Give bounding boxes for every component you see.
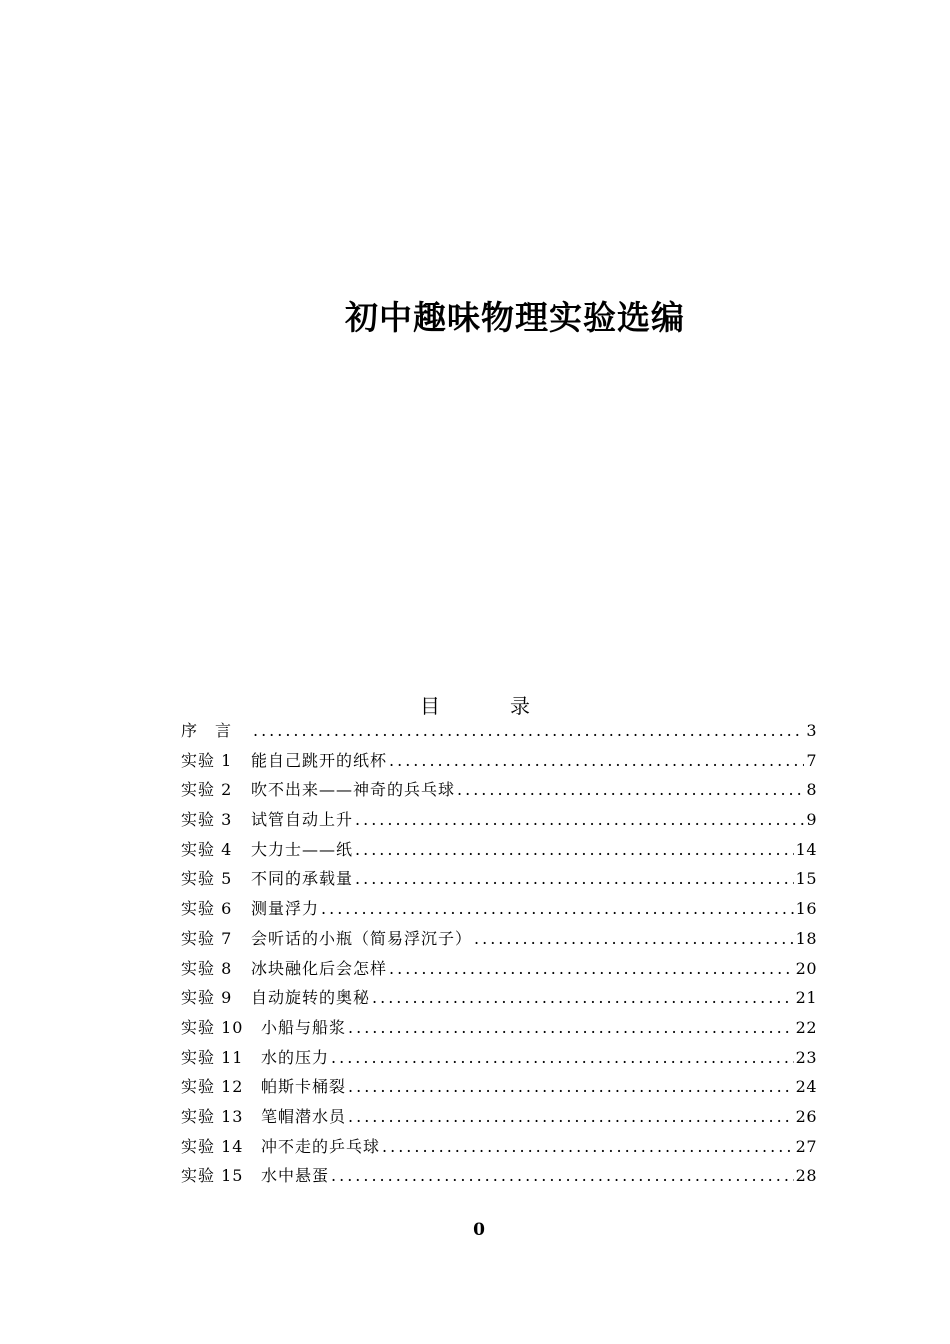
toc-entry-number: 实验 11 [181, 1047, 244, 1067]
toc-heading-char-1: 目 [420, 694, 440, 718]
toc-entry-4[interactable] [181, 835, 817, 865]
table-of-contents [181, 716, 817, 1191]
toc-entry-11[interactable] [181, 1043, 817, 1073]
toc-entry-title: 冲不走的乒乓球 [261, 1136, 381, 1156]
toc-entry-title: 笔帽潜水员 [261, 1106, 347, 1126]
toc-leader-dots [331, 1161, 794, 1191]
toc-entry-number: 实验 4 [181, 839, 233, 859]
toc-entry-number: 实验 7 [181, 928, 233, 948]
toc-entry-page: 18 [795, 928, 817, 948]
toc-entry-number: 实验 1 [181, 750, 233, 770]
toc-entry-page: 21 [795, 988, 817, 1008]
toc-entry-15[interactable] [181, 1161, 817, 1191]
toc-entry-1[interactable] [181, 746, 817, 776]
toc-entry-page: 9 [806, 810, 817, 830]
toc-leader-dots [348, 1013, 794, 1043]
toc-leader-dots [474, 924, 794, 954]
toc-entry-7[interactable] [181, 924, 817, 954]
toc-entry-title: 水的压力 [261, 1047, 330, 1067]
toc-entry-14[interactable] [181, 1132, 817, 1162]
toc-entry-title: 试管自动上升 [251, 810, 354, 830]
toc-entry-3[interactable] [181, 805, 817, 835]
toc-leader-dots [331, 1043, 794, 1073]
toc-entry-page: 28 [795, 1166, 817, 1186]
toc-entry-page: 23 [795, 1047, 817, 1067]
toc-leader-dots [389, 954, 794, 984]
toc-entry-title: 帕斯卡桶裂 [261, 1077, 347, 1097]
toc-entry-number: 实验 8 [181, 958, 233, 978]
toc-entry-number: 实验 5 [181, 869, 233, 889]
toc-entry-page: 24 [795, 1077, 817, 1097]
toc-entry-5[interactable] [181, 864, 817, 894]
toc-entry-2[interactable] [181, 775, 817, 805]
toc-entry-number: 实验 10 [181, 1017, 244, 1037]
toc-leader-dots [355, 835, 794, 865]
toc-leader-dots [355, 805, 804, 835]
toc-entry-number: 实验 2 [181, 780, 233, 800]
toc-entry-page: 8 [806, 780, 817, 800]
toc-entry-title: 小船与船浆 [261, 1017, 347, 1037]
toc-entry-title: 水中悬蛋 [261, 1166, 330, 1186]
toc-entry-title: 测量浮力 [251, 899, 320, 919]
toc-entry-page: 15 [795, 869, 817, 889]
toc-entry-title: 自动旋转的奥秘 [251, 988, 371, 1008]
toc-leader-dots [321, 894, 794, 924]
toc-entry-page: 7 [806, 750, 817, 770]
toc-entry-title: 能自己跳开的纸杯 [251, 750, 388, 770]
toc-entry-page: 22 [795, 1017, 817, 1037]
toc-entry-title: 大力士——纸 [251, 839, 354, 859]
toc-leader-dots [253, 716, 804, 746]
toc-entry-10[interactable] [181, 1013, 817, 1043]
toc-entry-number: 实验 6 [181, 899, 233, 919]
toc-entry-number: 实验 12 [181, 1077, 244, 1097]
toc-entry-title: 不同的承载量 [251, 869, 354, 889]
toc-entry-page: 3 [806, 721, 817, 740]
toc-entry-page: 20 [795, 958, 817, 978]
toc-entry-number: 实验 9 [181, 988, 233, 1008]
toc-heading [0, 690, 950, 719]
toc-entry-number: 实验 3 [181, 810, 233, 830]
toc-entry-title: 会听话的小瓶（简易浮沉子） [251, 928, 473, 948]
toc-entry-13[interactable] [181, 1102, 817, 1132]
toc-entry-title: 吹不出来——神奇的兵乓球 [251, 780, 456, 800]
toc-entry-title: 冰块融化后会怎样 [251, 958, 388, 978]
toc-entry-page: 26 [795, 1106, 817, 1126]
toc-entry-6[interactable] [181, 894, 817, 924]
toc-entry-page: 16 [795, 899, 817, 919]
toc-entry-number: 实验 15 [181, 1166, 244, 1186]
toc-leader-dots [372, 983, 794, 1013]
toc-entry-number: 序 言 [181, 721, 233, 740]
toc-entry-page: 14 [795, 839, 817, 859]
toc-entry-8[interactable] [181, 954, 817, 984]
toc-entry-9[interactable] [181, 983, 817, 1013]
toc-heading-char-2: 录 [510, 694, 530, 718]
toc-entry-12[interactable] [181, 1072, 817, 1102]
toc-leader-dots [457, 775, 804, 805]
toc-entry-page: 27 [795, 1136, 817, 1156]
toc-entry-preface[interactable] [181, 716, 817, 746]
toc-leader-dots [389, 746, 804, 776]
page-number: 0 [473, 1220, 485, 1240]
toc-leader-dots [382, 1132, 794, 1162]
toc-leader-dots [355, 864, 794, 894]
toc-leader-dots [348, 1102, 794, 1132]
toc-entry-number: 实验 13 [181, 1106, 244, 1126]
toc-entry-number: 实验 14 [181, 1136, 244, 1156]
document-title: 初中趣味物理实验选编 [345, 298, 685, 338]
toc-leader-dots [348, 1072, 794, 1102]
